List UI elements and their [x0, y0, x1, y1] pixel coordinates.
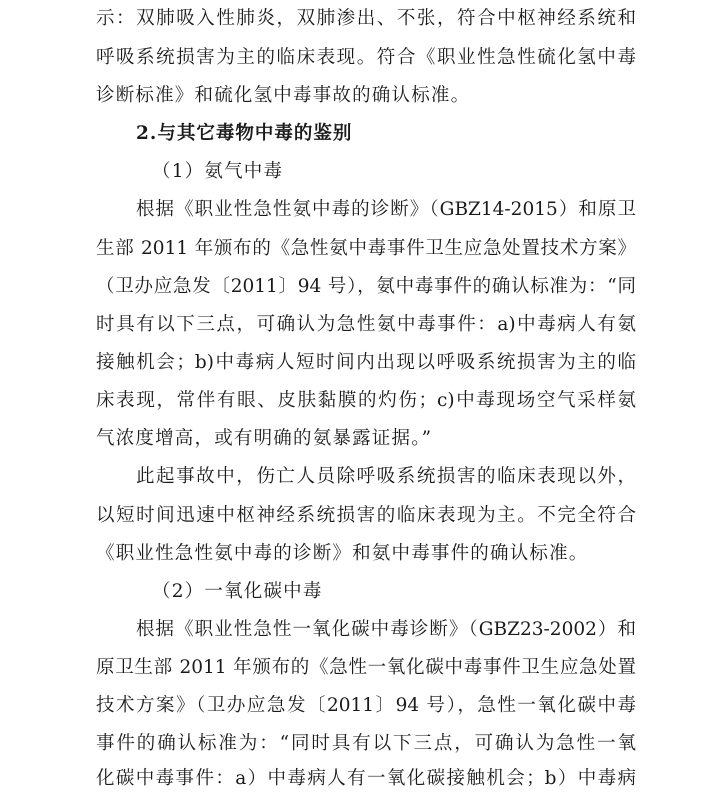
paragraph-line: 事件的确认标准为：“同时具有以下三点，可确认为急性一氧: [96, 733, 636, 754]
subsection-heading: （2）一氧化碳中毒: [152, 581, 323, 602]
paragraph-line: 原卫生部 2011 年颁布的《急性一氧化碳中毒事件卫生应急处置: [96, 657, 636, 678]
paragraph-line: 根据《职业性急性氨中毒的诊断》（GBZ14-2015）和原卫: [136, 199, 636, 220]
paragraph-line: 根据《职业性急性一氧化碳中毒诊断》（GBZ23-2002）和: [136, 619, 636, 640]
paragraph-line: 时具有以下三点，可确认为急性氨中毒事件：a)中毒病人有氨: [96, 314, 636, 335]
paragraph-line: 示：双肺吸入性肺炎，双肺渗出、不张，符合中枢神经系统和: [96, 8, 636, 29]
paragraph-line: 以短时间迅速中枢神经系统损害的临床表现为主。不完全符合: [96, 505, 636, 526]
paragraph-line: 床表现，常伴有眼、皮肤黏膜的灼伤；c)中毒现场空气采样氨: [96, 390, 636, 411]
paragraph-line: 技术方案》（卫办应急发〔2011〕94 号），急性一氧化碳中毒: [96, 695, 636, 716]
section-heading: 2.与其它毒物中毒的鉴别: [136, 123, 353, 144]
paragraph-line: 诊断标准》和硫化氢中毒事故的确认标准。: [96, 85, 471, 106]
subsection-heading: （1）氨气中毒: [152, 161, 284, 182]
paragraph-line: （卫办应急发〔2011〕94 号），氨中毒事件的确认标准为：“同: [96, 276, 636, 297]
paragraph-line: 化碳中毒事件：a）中毒病人有一氧化碳接触机会；b）中毒病: [96, 768, 636, 789]
paragraph-line: 气浓度增高，或有明确的氨暴露证据。”: [96, 428, 433, 449]
paragraph-line: 此起事故中，伤亡人员除呼吸系统损害的临床表现以外，: [136, 466, 636, 487]
paragraph-line: 生部 2011 年颁布的《急性氨中毒事件卫生应急处置技术方案》: [96, 238, 636, 259]
paragraph-line: 接触机会；b)中毒病人短时间内出现以呼吸系统损害为主的临: [96, 352, 636, 373]
paragraph-line: 呼吸系统损害为主的临床表现。符合《职业性急性硫化氢中毒: [96, 47, 636, 68]
paragraph-line: 《职业性急性氨中毒的诊断》和氨中毒事件的确认标准。: [96, 543, 589, 564]
